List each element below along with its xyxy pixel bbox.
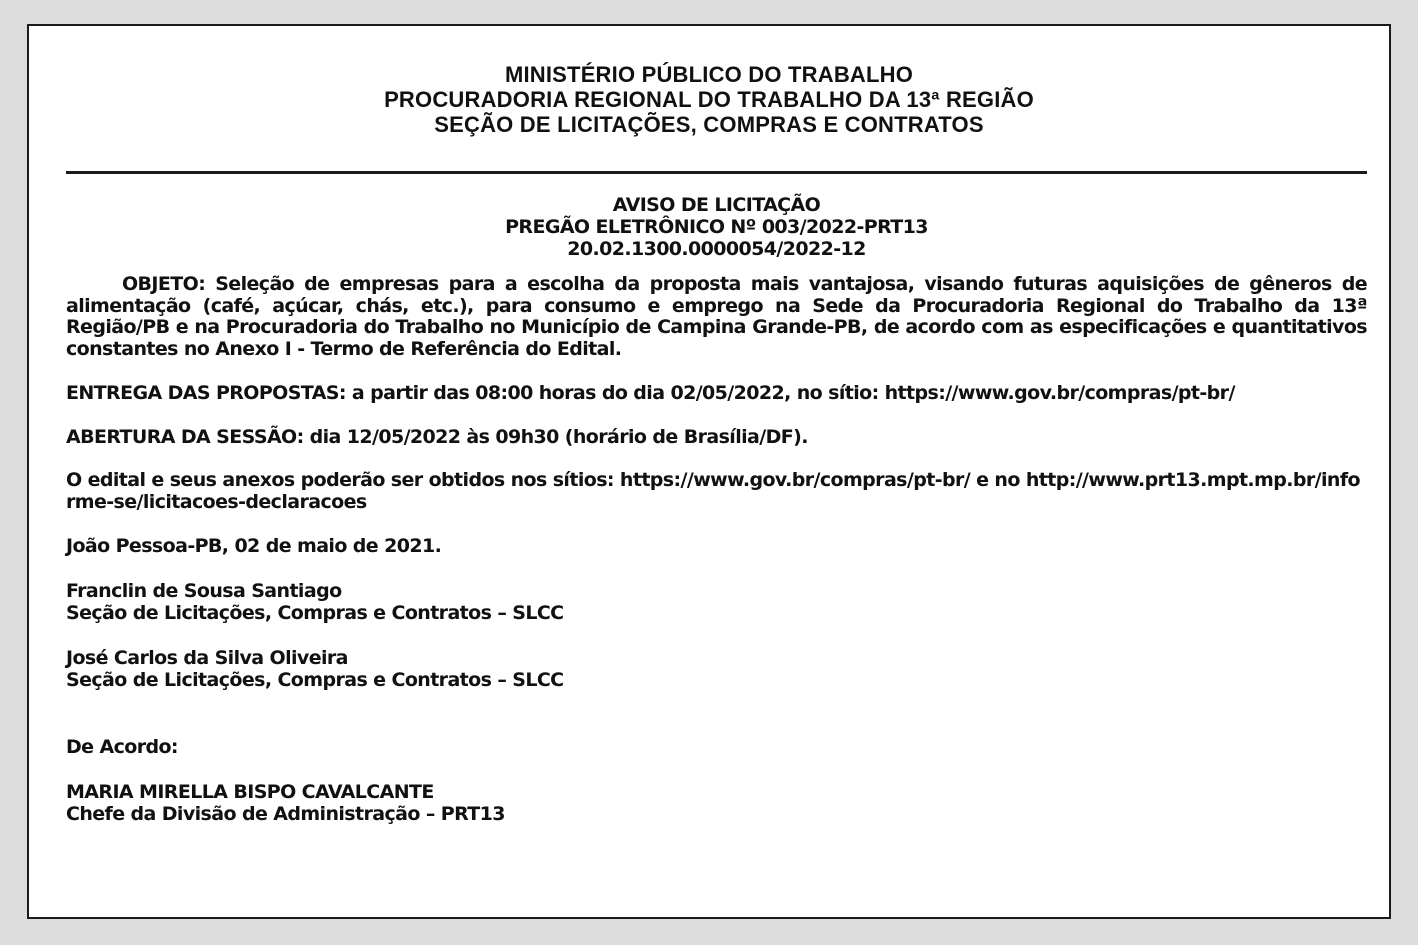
edital-paragraph: O edital e seus anexos poderão ser obtidos nos sítios: https://www.gov.br/compras/pt-br/ e no http://www.prt13.mpt.mp.br/informe-se/licitacoes-declaracoes: [66, 469, 1360, 513]
header-procuradoria: PROCURADORIA REGIONAL DO TRABALHO DA 13ª REGIÃO: [384, 87, 1034, 112]
objeto-paragraph: OBJETO: Seleção de empresas para a escolha da proposta mais vantajosa, visando futuras aquisições de gêneros de alimentação (café, açúcar, chás, etc.), para consumo e emprego na Sede da Procuradoria Regional do Trabalho da 13ª Região/PB e na Procuradoria do Trabalho no Município de Campina Grande-PB, de acordo com as especificações e quantitativos constantes no Anexo I - Termo de Referência do Edital.: [66, 273, 1367, 360]
approval-label-text: De Acordo:: [66, 736, 178, 758]
header-divider: [66, 171, 1367, 174]
document-body: [66, 194, 1367, 825]
approval-label: [66, 736, 1367, 758]
document-header: [29, 62, 1389, 137]
notice-subtitle: PREGÃO ELETRÔNICO Nº 003/2022-PRT13: [505, 216, 928, 238]
abertura-paragraph: ABERTURA DA SESSÃO: dia 12/05/2022 às 09h30 (horário de Brasília/DF).: [66, 426, 808, 448]
place-date: João Pessoa-PB, 02 de maio de 2021.: [66, 535, 442, 557]
signature-name: Franclin de Sousa Santiago: [66, 580, 342, 602]
approval-signature: [66, 781, 1367, 825]
signature-role: Seção de Licitações, Compras e Contratos – SLCC: [66, 602, 564, 624]
approval-role: Chefe da Divisão de Administração – PRT13: [66, 803, 505, 825]
signature-role: Seção de Licitações, Compras e Contratos – SLCC: [66, 669, 564, 691]
header-section: SEÇÃO DE LICITAÇÕES, COMPRAS E CONTRATOS: [434, 112, 984, 137]
header-ministry: MINISTÉRIO PÚBLICO DO TRABALHO: [504, 62, 914, 87]
notice-document: [27, 24, 1391, 919]
signature-2: [66, 647, 1367, 691]
process-number: 20.02.1300.0000054/2022-12: [567, 238, 866, 260]
notice-title-block: [66, 194, 1367, 260]
notice-title: AVISO DE LICITAÇÃO: [612, 194, 821, 216]
signature-name: José Carlos da Silva Oliveira: [66, 647, 348, 669]
entrega-paragraph: ENTREGA DAS PROPOSTAS: a partir das 08:00 horas do dia 02/05/2022, no sítio: https://www.gov.br/compras/pt-br/: [66, 382, 1235, 404]
signature-1: [66, 580, 1367, 624]
approval-name: MARIA MIRELLA BISPO CAVALCANTE: [66, 781, 434, 803]
